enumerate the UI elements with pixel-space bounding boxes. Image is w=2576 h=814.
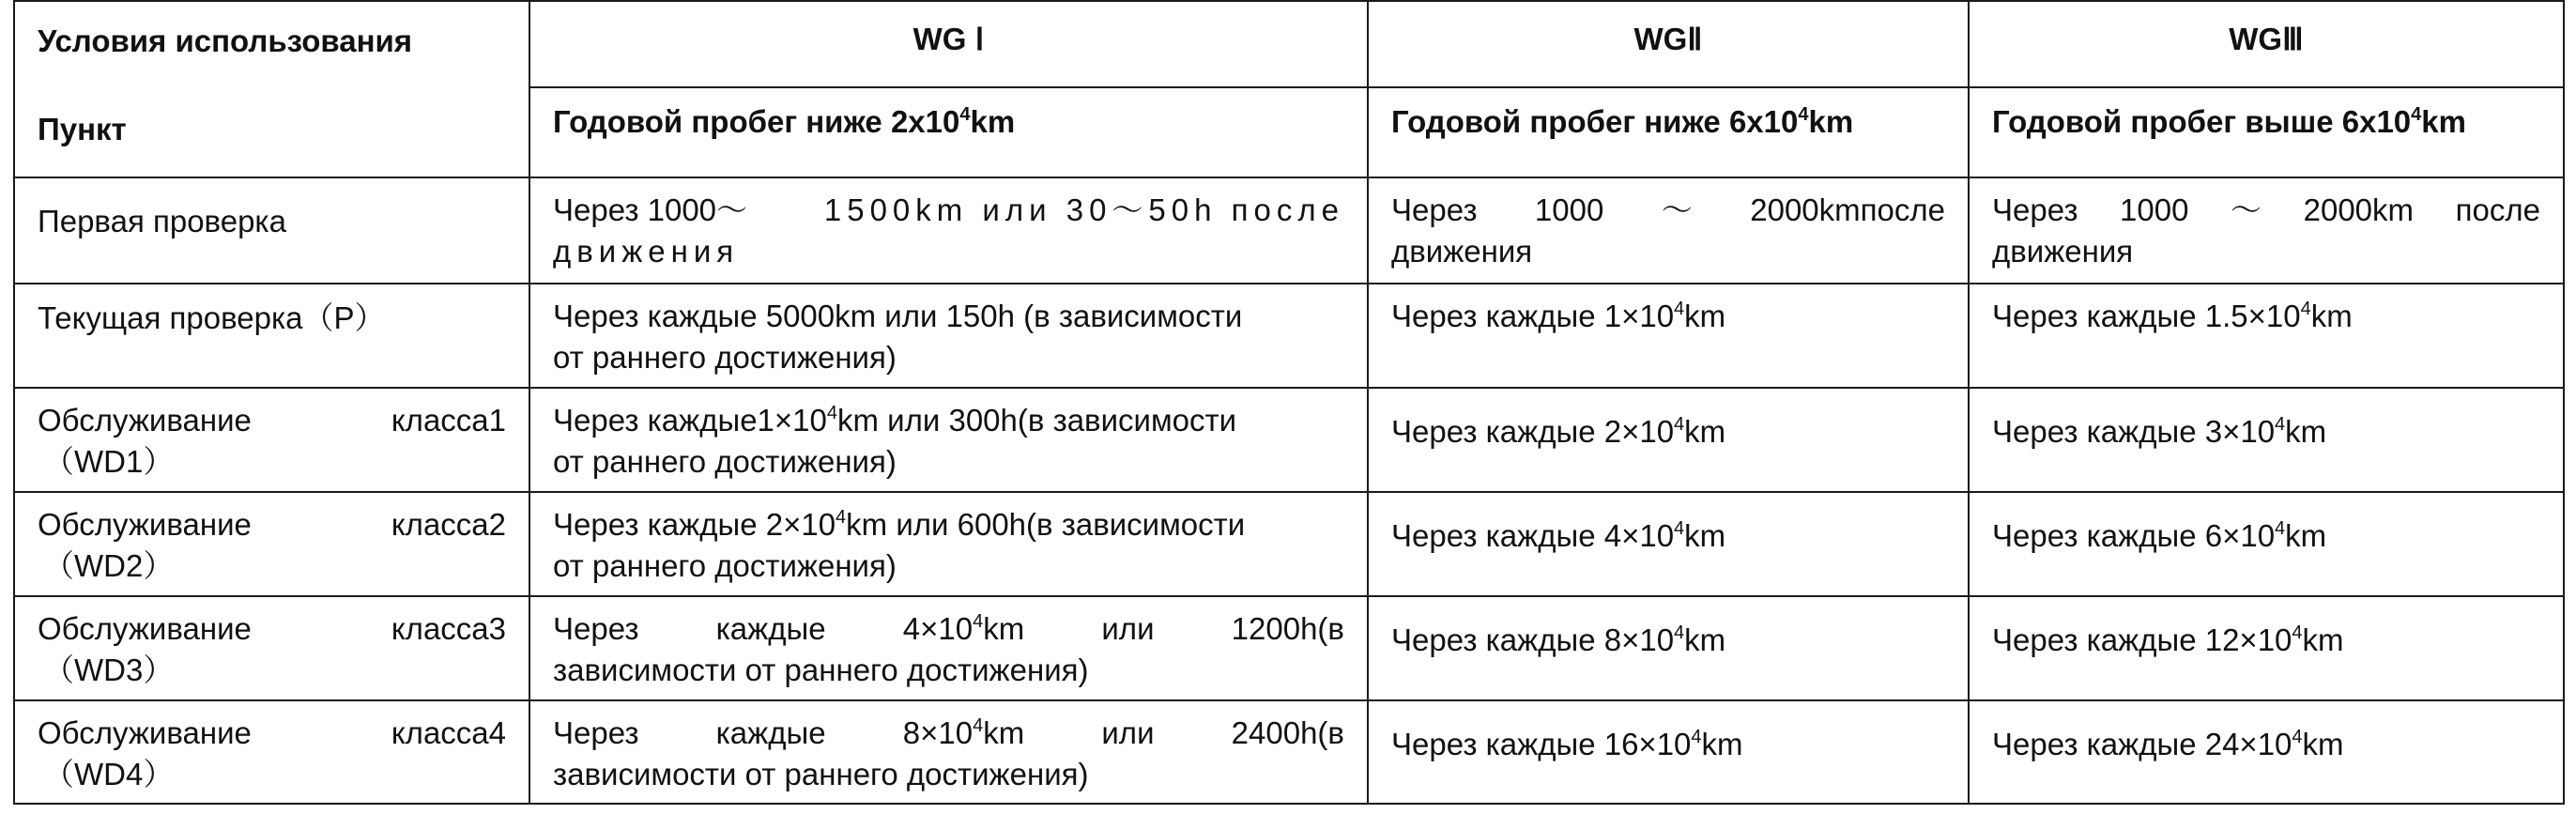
cell-wd2-wg3: Через каждые $6\times 10^4km$	[1969, 492, 2564, 596]
header-corner-cell	[14, 1, 529, 177]
row-label-wd1: Обслуживание класса1 （WD1）	[14, 388, 529, 492]
cell-wd3-wg3: Через каждые $12\times 10^4km$	[1969, 596, 2564, 700]
cell-wd2-wg1: Через каждые $2\times 10^4km$ или 600h(в зависимости от раннего достижения)	[529, 492, 1368, 596]
cell-wd1-wg1: Через $каждые1\times 10^4km$ или 300h(в зависимости от раннего достижения)	[529, 388, 1368, 492]
maintenance-table-container	[13, 0, 2563, 805]
group-header-wg3: WGⅢ	[1969, 1, 2564, 87]
table-row	[14, 596, 2564, 700]
table-row	[14, 700, 2564, 804]
row-label-current-check: Текущая проверка（P）	[14, 284, 529, 388]
cell-first-wg3: Через 1000 ～ 2000km после движения	[1969, 177, 2564, 284]
cell-current-wg3: Через каждые $1.5\times 10^4km$	[1969, 284, 2564, 388]
cell-wd4-wg2: Через каждые $16\times 10^4km$	[1368, 700, 1969, 804]
mileage-header-wg1: Годовой пробег ниже $2x10^4km$	[529, 87, 1368, 177]
table-row	[14, 177, 2564, 284]
cell-first-wg2: Через 1000 ～ 2000kmпосле движения	[1368, 177, 1969, 284]
cell-current-wg1: Через каждые 5000km или 150h (в зависимости от раннего достижения)	[529, 284, 1368, 388]
row-label-wd3: Обслуживание класса3 （WD3）	[14, 596, 529, 700]
table-row	[14, 284, 2564, 388]
cell-current-wg2: Через каждые $1\times 10^4km$	[1368, 284, 1969, 388]
row-label-first-check: Первая проверка	[14, 177, 529, 284]
cell-wd3-wg1: Через каждые $4\times 10^4km$ или 1200h(в зависимости от раннего достижения)	[529, 596, 1368, 700]
mileage-header-wg3: Годовой пробег выше $6x10^4km$	[1969, 87, 2564, 177]
cell-wd4-wg1: Через каждые $8\times 10^4km$ или 2400h(в зависимости от раннего достижения)	[529, 700, 1368, 804]
cell-wd1-wg3: Через каждые $3\times 10^4km$	[1969, 388, 2564, 492]
cell-wd3-wg2: Через каждые $8\times 10^4km$	[1368, 596, 1969, 700]
cell-first-wg1: Через 1000～ 1500km или 30～50h после движения	[529, 177, 1368, 284]
conditions-header: Условия использования	[38, 23, 413, 58]
row-label-wd4: Обслуживание класса4 （WD4）	[14, 700, 529, 804]
table-row	[14, 388, 2564, 492]
cell-wd4-wg3: Через каждые $24\times 10^4km$	[1969, 700, 2564, 804]
row-label-wd2: Обслуживание класса2 （WD2）	[14, 492, 529, 596]
maintenance-schedule-table	[13, 0, 2565, 805]
table-row	[14, 492, 2564, 596]
cell-wd2-wg2: Через каждые $4\times 10^4km$	[1368, 492, 1969, 596]
item-header: Пункт	[38, 112, 127, 146]
header-group-row	[14, 1, 2564, 87]
group-header-wg2: WGⅡ	[1368, 1, 1969, 87]
group-header-wg1: WG Ⅰ	[529, 1, 1368, 87]
mileage-header-wg2: Годовой пробег ниже $6x10^4km$	[1368, 87, 1969, 177]
cell-wd1-wg2: Через каждые $2\times 10^4km$	[1368, 388, 1969, 492]
